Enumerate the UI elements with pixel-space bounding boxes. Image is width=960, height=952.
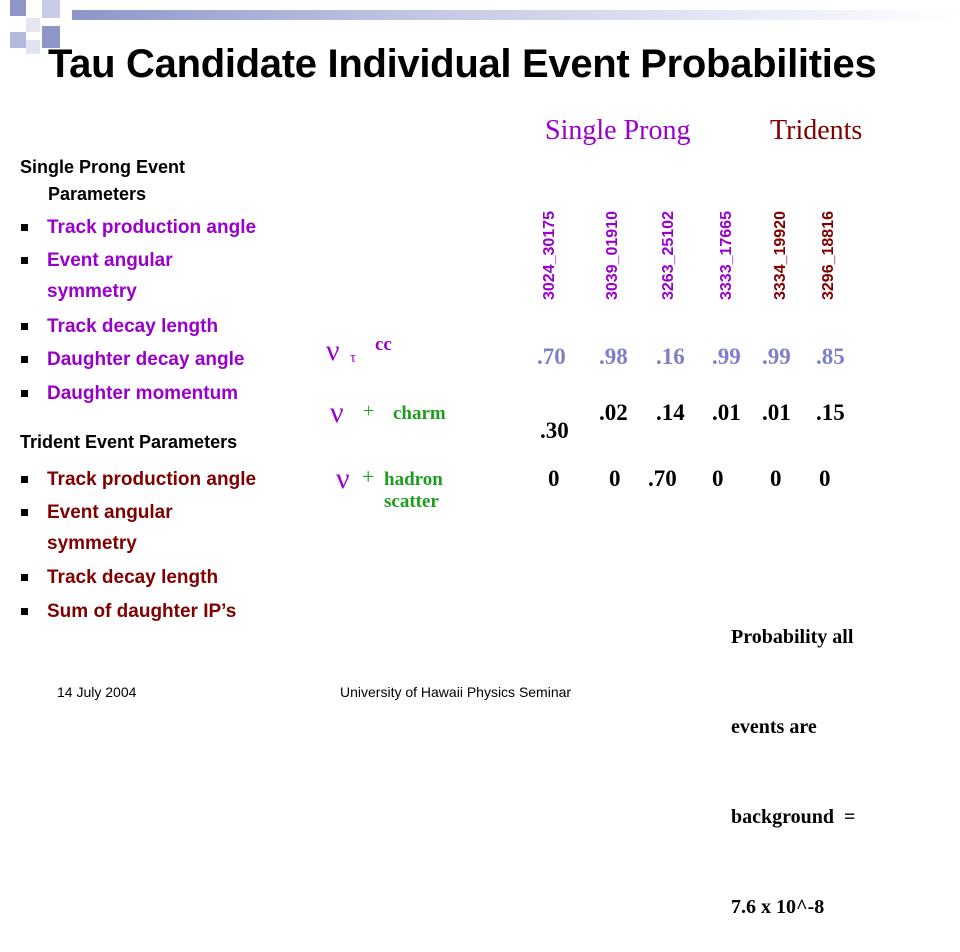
corner-square — [42, 0, 60, 18]
corner-square — [26, 18, 40, 32]
tau-probability: .16 — [656, 344, 685, 369]
hadron-probability: 0 — [712, 466, 724, 491]
trident-param-item: Event angular — [47, 498, 173, 528]
tau-probability: .99 — [712, 344, 741, 369]
hadron-probability: 0 — [819, 466, 831, 491]
page-title: Tau Candidate Individual Event Probabilities — [48, 42, 877, 86]
charm-probability: .01 — [712, 400, 741, 425]
charm-probability: .30 — [540, 418, 569, 443]
event-id: 3039_01910 — [604, 211, 621, 300]
corner-square — [10, 32, 26, 48]
nu-symbol: ν — [330, 396, 344, 429]
event-id: 3334_19920 — [772, 211, 789, 300]
charm-probability: .15 — [816, 400, 845, 425]
hadron-scatter-label: hadron scatter — [384, 469, 443, 512]
event-id: 3333_17665 — [718, 211, 735, 300]
tridents-header: Tridents — [770, 115, 863, 146]
title-bar-gradient — [72, 10, 960, 20]
trident-param-item: Track decay length — [47, 563, 218, 593]
hadron-probability: 0 — [609, 466, 621, 491]
single-param-item: Event angular — [47, 246, 173, 276]
tau-probability: .85 — [816, 344, 845, 369]
trident-heading: Trident Event Parameters — [20, 432, 238, 452]
plus-sign: + — [363, 400, 375, 422]
nu-symbol: ν — [326, 334, 340, 367]
single-param-item: Track decay length — [47, 312, 218, 342]
single-param-item-continued: symmetry — [47, 281, 137, 302]
charm-probability: .02 — [599, 400, 628, 425]
corner-square — [10, 0, 26, 16]
tau-probability: .70 — [537, 344, 566, 369]
charm-label: charm — [393, 403, 446, 424]
nu-symbol: ν — [336, 462, 350, 495]
single-prong-header: Single Prong — [545, 115, 691, 146]
corner-square — [26, 40, 40, 54]
event-id: 3296_18816 — [820, 211, 837, 300]
charm-probability: .14 — [656, 400, 685, 425]
tau-probability: .99 — [762, 344, 791, 369]
event-id: 3263_25102 — [660, 211, 677, 300]
footer-date: 14 July 2004 — [57, 684, 137, 700]
single-prong-heading: Single Prong Event Parameters — [20, 157, 186, 204]
charm-probability: .01 — [762, 400, 791, 425]
cc-label: cc — [375, 334, 392, 355]
tau-subscript: τ — [350, 350, 357, 366]
plus-sign: + — [362, 464, 375, 489]
hadron-probability: .70 — [648, 466, 677, 491]
trident-param-item: Sum of daughter IP’s — [47, 597, 236, 627]
hadron-probability: 0 — [770, 466, 782, 491]
hadron-probability: 0 — [548, 466, 560, 491]
event-id: 3024_30175 — [541, 211, 558, 300]
single-param-item: Daughter decay angle — [47, 345, 244, 375]
footer-seminar: University of Hawaii Physics Seminar — [340, 684, 572, 700]
trident-param-item: Track production angle — [47, 465, 256, 495]
tau-probability: .98 — [599, 344, 628, 369]
single-param-item: Daughter momentum — [47, 379, 238, 409]
trident-param-item-continued: symmetry — [47, 533, 137, 554]
single-param-item: Track production angle — [47, 213, 256, 243]
probability-note: Probability all events are background = 7.6 x 10^-8 — [731, 626, 856, 918]
